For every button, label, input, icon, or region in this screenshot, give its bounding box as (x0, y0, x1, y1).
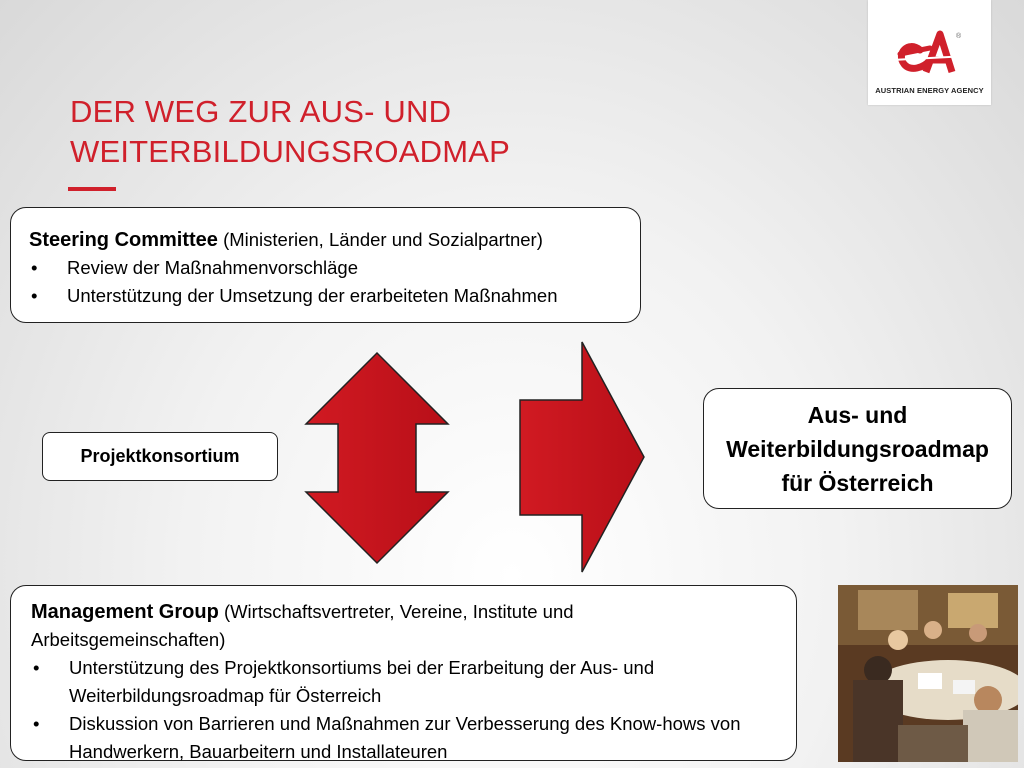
steering-committee-detail: (Ministerien, Länder und Sozialpartner) (223, 229, 543, 250)
roadmap-line-2: Weiterbildungsroadmap (726, 435, 989, 462)
management-bullet-list (31, 654, 781, 766)
management-group-detail: (Wirtschaftsvertreter, Vereine, Institute und Arbeitsgemeinschaften) (31, 601, 574, 650)
right-arrow-icon (520, 342, 644, 572)
registered-mark: ® (956, 33, 962, 40)
steering-bullet-2: • Unterstützung der Umsetzung der erarbeiteten Maßnahmen (29, 282, 640, 310)
steering-committee-heading: Steering Committee (29, 229, 218, 251)
logo-text: AUSTRIAN ENERGY AGENCY (875, 86, 984, 95)
projektkonsortium-label: Projektkonsortium (80, 446, 240, 466)
steering-bullet-1: • Review der Maßnahmenvorschläge (29, 254, 640, 282)
management-bullet-1: • Unterstützung des Projektkonsortiums bei der Erarbeitung der Aus- und Weiterbildungsroadmap für Österreich (31, 654, 781, 710)
roadmap-line-3: für Österreich (781, 469, 934, 496)
title-line-2: WEITERBILDUNGSROADMAP (70, 134, 510, 169)
management-group-heading: Management Group (31, 601, 219, 623)
roadmap-text (726, 398, 989, 500)
meeting-photo (838, 585, 1018, 762)
roadmap-line-1: Aus- und (807, 401, 908, 428)
title-line-1: DER WEG ZUR AUS- UND (70, 94, 452, 129)
management-group-box (10, 585, 797, 761)
management-bullet-2: • Diskussion von Barrieren und Maßnahmen zur Verbesserung des Know-hows von Handwerkern, Bauarbeitern und Installateuren (31, 710, 781, 766)
roadmap-box (703, 388, 1012, 509)
double-arrow-icon (306, 353, 448, 563)
